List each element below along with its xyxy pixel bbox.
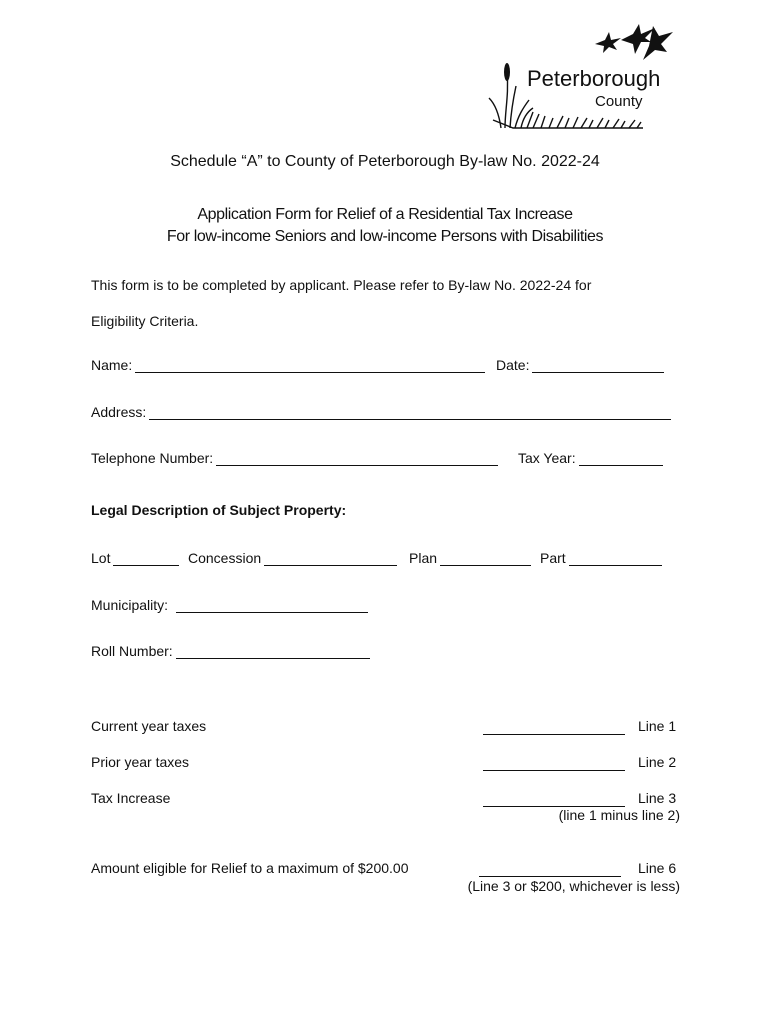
tax-year-label: Tax Year: <box>518 450 576 466</box>
plan-field[interactable] <box>409 550 531 566</box>
part-input-line[interactable] <box>569 551 662 566</box>
municipality-label: Municipality: <box>91 597 169 613</box>
line6-note: (Line 3 or $200, whichever is less) <box>467 878 680 894</box>
roll-number-label: Roll Number: <box>91 643 173 659</box>
tax-increase-label: Tax Increase <box>91 790 171 806</box>
tax-year-field[interactable] <box>518 450 663 466</box>
municipality-field[interactable] <box>91 597 368 613</box>
line2-label: Line 2 <box>638 754 677 770</box>
cattail-icon <box>504 63 510 81</box>
line6-label: Line 6 <box>638 860 677 876</box>
plan-input-line[interactable] <box>440 551 531 566</box>
telephone-input-line[interactable] <box>216 451 498 466</box>
logo-text-county: County <box>595 93 643 110</box>
lot-label: Lot <box>91 550 111 566</box>
current-year-taxes-label: Current year taxes <box>91 718 207 734</box>
line3-note: (line 1 minus line 2) <box>558 807 680 823</box>
birds-icon <box>595 24 673 60</box>
prior-year-taxes-input-line[interactable] <box>483 769 625 771</box>
municipality-input-line[interactable] <box>176 598 368 613</box>
current-year-taxes-input-line[interactable] <box>483 733 625 735</box>
intro-line1: This form is to be completed by applicant. Please refer to By-law No. 2022-24 for <box>91 277 592 293</box>
part-label: Part <box>540 550 566 566</box>
form-title-line1: Application Form for Relief of a Residential Tax Increase <box>197 206 573 223</box>
address-label: Address: <box>91 404 147 420</box>
intro-line2: Eligibility Criteria. <box>91 313 199 329</box>
date-field[interactable] <box>496 357 664 373</box>
name-label: Name: <box>91 357 133 373</box>
lot-field[interactable] <box>91 550 179 566</box>
lot-input-line[interactable] <box>113 551 179 566</box>
roll-number-input-line[interactable] <box>176 644 370 659</box>
line1-label: Line 1 <box>638 718 677 734</box>
concession-input-line[interactable] <box>264 551 397 566</box>
schedule-title: Schedule “A” to County of Peterborough By-law No. 2022-24 <box>170 153 600 170</box>
address-input-line[interactable] <box>149 405 671 420</box>
date-label: Date: <box>496 357 530 373</box>
relief-amount-label: Amount eligible for Relief to a maximum of $200.00 <box>91 860 409 876</box>
concession-label: Concession <box>188 550 262 566</box>
telephone-label: Telephone Number: <box>91 450 214 466</box>
form-title-line2: For low-income Seniors and low-income Persons with Disabilities <box>166 228 604 245</box>
line3-label: Line 3 <box>638 790 677 806</box>
telephone-field[interactable] <box>91 450 498 466</box>
prior-year-taxes-label: Prior year taxes <box>91 754 190 770</box>
roll-number-field[interactable] <box>91 643 370 659</box>
plan-label: Plan <box>409 550 438 566</box>
name-input-line[interactable] <box>135 358 485 373</box>
part-field[interactable] <box>540 550 662 566</box>
logo-text-peterborough: Peterborough <box>527 66 661 91</box>
relief-amount-input-line[interactable] <box>479 875 621 877</box>
tax-year-input-line[interactable] <box>579 451 663 466</box>
peterborough-county-logo <box>483 0 679 136</box>
name-field[interactable] <box>91 357 485 373</box>
address-field[interactable] <box>91 404 671 420</box>
legal-description-heading: Legal Description of Subject Property: <box>91 502 347 518</box>
concession-field[interactable] <box>188 550 397 566</box>
date-input-line[interactable] <box>532 358 664 373</box>
